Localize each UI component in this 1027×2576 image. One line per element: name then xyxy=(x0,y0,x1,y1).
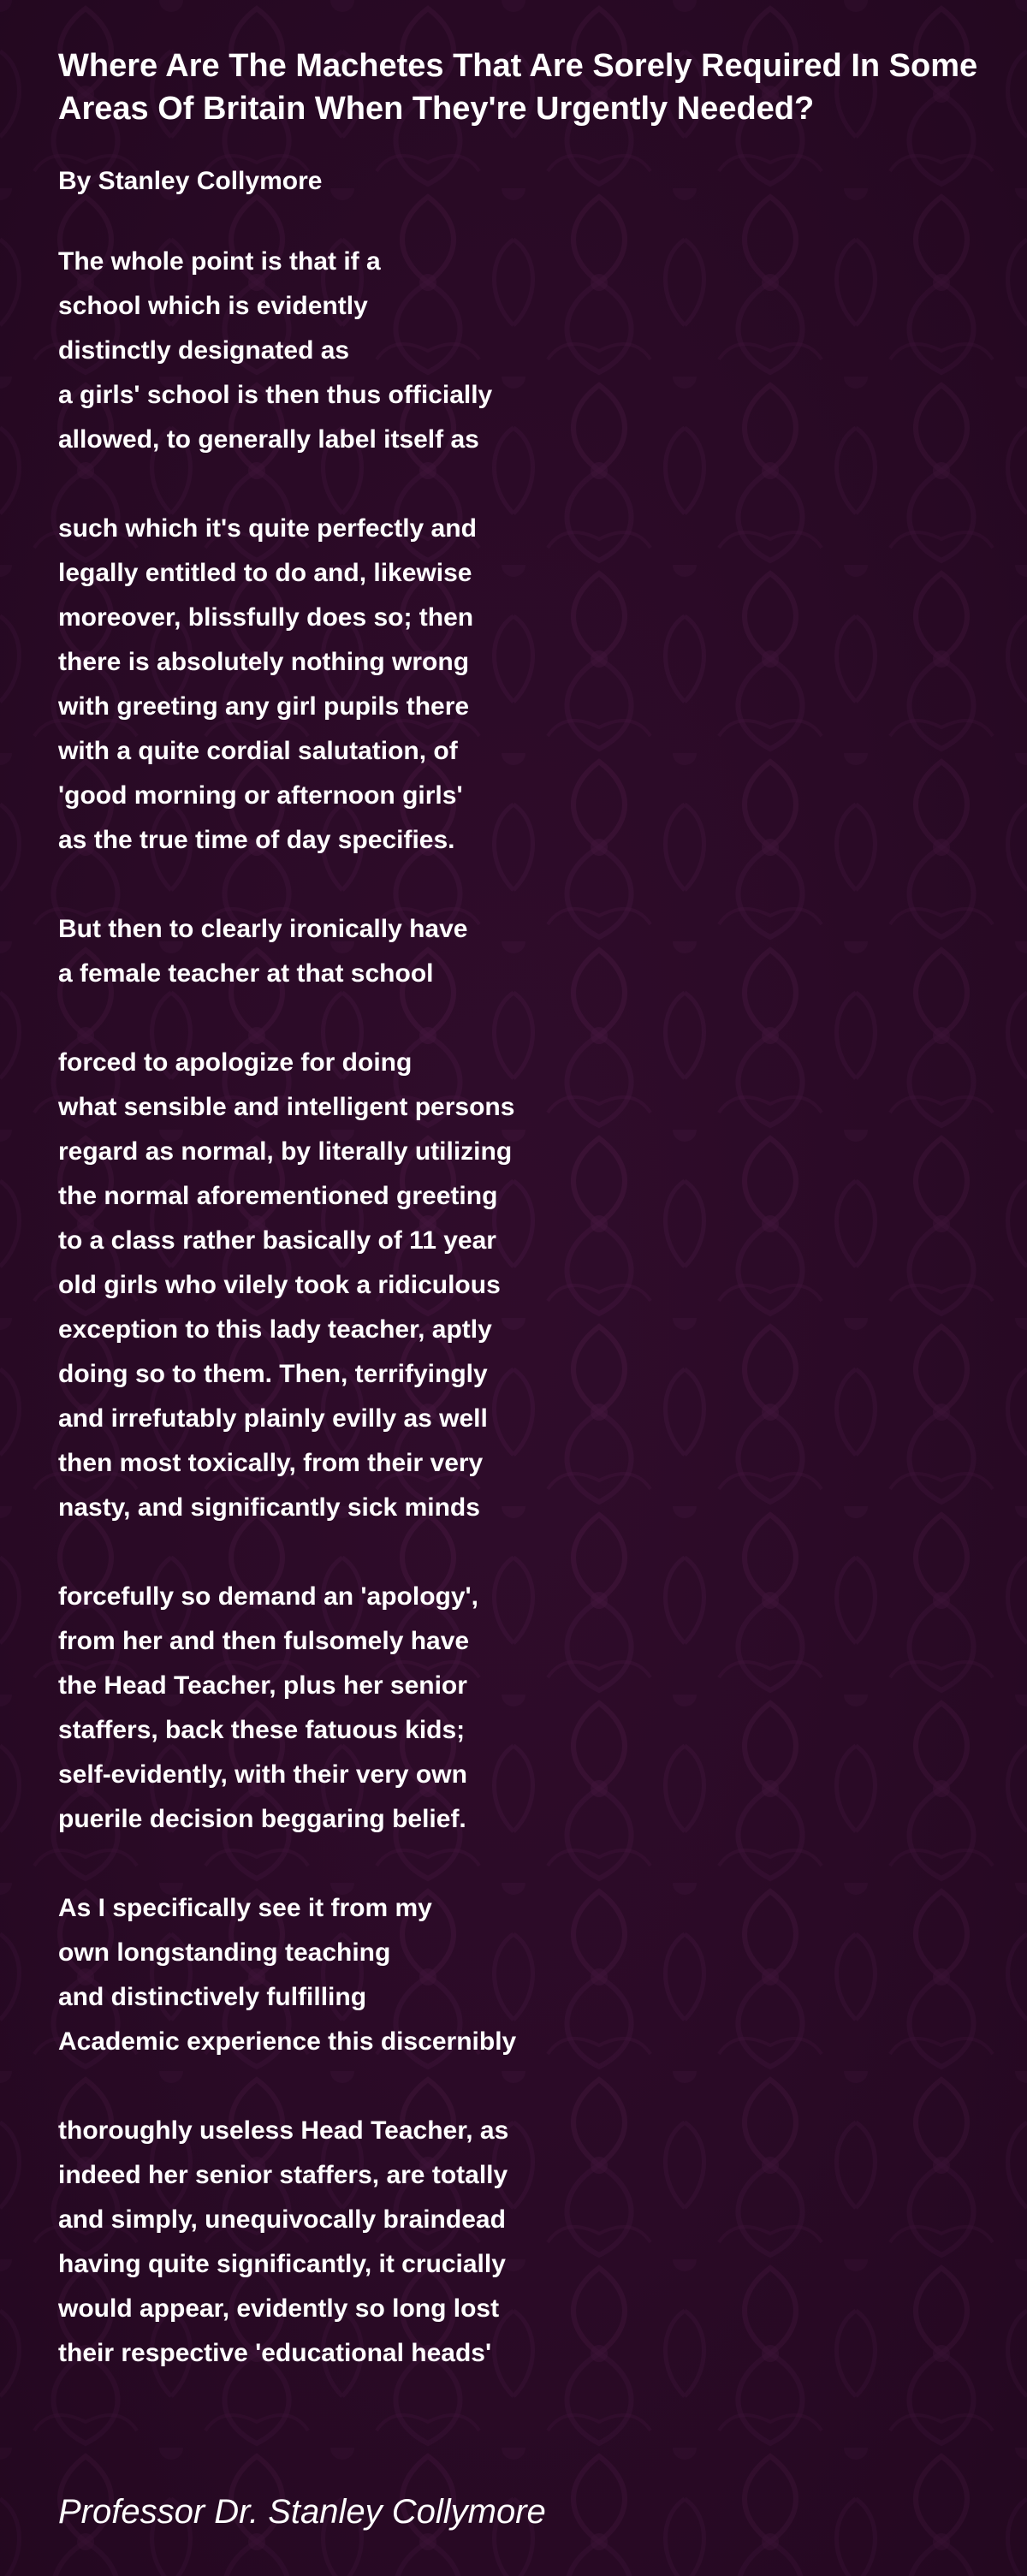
poem-title: Where Are The Machetes That Are Sorely Required In Some Areas Of Britain When They're Urgently Needed? xyxy=(58,48,978,127)
poem-line: As I specifically see it from my xyxy=(58,1894,432,1922)
poem-line: and distinctively fulfilling xyxy=(58,1983,367,2011)
poem-signature: Professor Dr. Stanley Collymore xyxy=(58,2493,546,2531)
poem-line: Academic experience this discernibly xyxy=(58,2027,517,2056)
poem-stanza xyxy=(58,507,969,863)
poem-line: thoroughly useless Head Teacher, as xyxy=(58,2116,509,2145)
poem-line: forced to apologize for doing xyxy=(58,1048,413,1077)
poem-line: then most toxically, from their very xyxy=(58,1449,484,1477)
poem-line: regard as normal, by literally utilizing xyxy=(58,1137,513,1166)
poem-line: self-evidently, with their very own xyxy=(58,1760,467,1789)
poem-line: own longstanding teaching xyxy=(58,1938,391,1967)
poem-line: there is absolutely nothing wrong xyxy=(58,648,470,676)
poem-line: what sensible and intelligent persons xyxy=(58,1093,515,1121)
poem-line: school which is evidently xyxy=(58,292,368,320)
poem-line: But then to clearly ironically have xyxy=(58,915,468,943)
poem-line: with greeting any girl pupils there xyxy=(58,692,470,721)
poem-line: forcefully so demand an 'apology', xyxy=(58,1582,479,1611)
poem-line: legally entitled to do and, likewise xyxy=(58,559,472,587)
poem-line: the normal aforementioned greeting xyxy=(58,1182,498,1210)
poem-line: as the true time of day specifies. xyxy=(58,826,455,854)
poem-line: and irrefutably plainly evilly as well xyxy=(58,1404,488,1433)
poem-line: a girls' school is then thus officially xyxy=(58,381,493,409)
poem-line: would appear, evidently so long lost xyxy=(58,2294,500,2323)
poem-line: staffers, back these fatuous kids; xyxy=(58,1716,466,1744)
poem-stanza xyxy=(58,907,969,996)
poem-stanza xyxy=(58,2109,969,2376)
poem-body xyxy=(58,240,969,2376)
poem-stanza xyxy=(58,1886,969,2064)
poem-line: with a quite cordial salutation, of xyxy=(58,737,458,765)
poem-line: from her and then fulsomely have xyxy=(58,1627,470,1655)
poem-line: their respective 'educational heads' xyxy=(58,2339,492,2367)
poem-line: allowed, to generally label itself as xyxy=(58,425,479,454)
poem-line: having quite significantly, it crucially xyxy=(58,2250,506,2278)
poem-line: distinctly designated as xyxy=(58,336,350,365)
poem-line: old girls who vilely took a ridiculous xyxy=(58,1271,501,1299)
poem-line: exception to this lady teacher, aptly xyxy=(58,1315,492,1344)
poem-line: puerile decision beggaring belief. xyxy=(58,1805,466,1833)
poem-line: indeed her senior staffers, are totally xyxy=(58,2161,508,2189)
poem-line: 'good morning or afternoon girls' xyxy=(58,781,463,810)
poem-line: moreover, blissfully does so; then xyxy=(58,603,474,632)
poem-stanza xyxy=(58,240,969,462)
poem-line: doing so to them. Then, terrifyingly xyxy=(58,1360,488,1388)
poem-stanza xyxy=(58,1041,969,1530)
poem-line: the Head Teacher, plus her senior xyxy=(58,1671,467,1700)
poem-line: a female teacher at that school xyxy=(58,959,434,988)
poem-line: nasty, and significantly sick minds xyxy=(58,1493,480,1522)
poem-line: to a class rather basically of 11 year xyxy=(58,1226,496,1255)
poem-line: The whole point is that if a xyxy=(58,247,381,276)
poem-stanza xyxy=(58,1575,969,1842)
poem-line: and simply, unequivocally braindead xyxy=(58,2205,506,2234)
poem-line: such which it's quite perfectly and xyxy=(58,514,477,543)
poem-author: By Stanley Collymore xyxy=(58,167,323,195)
